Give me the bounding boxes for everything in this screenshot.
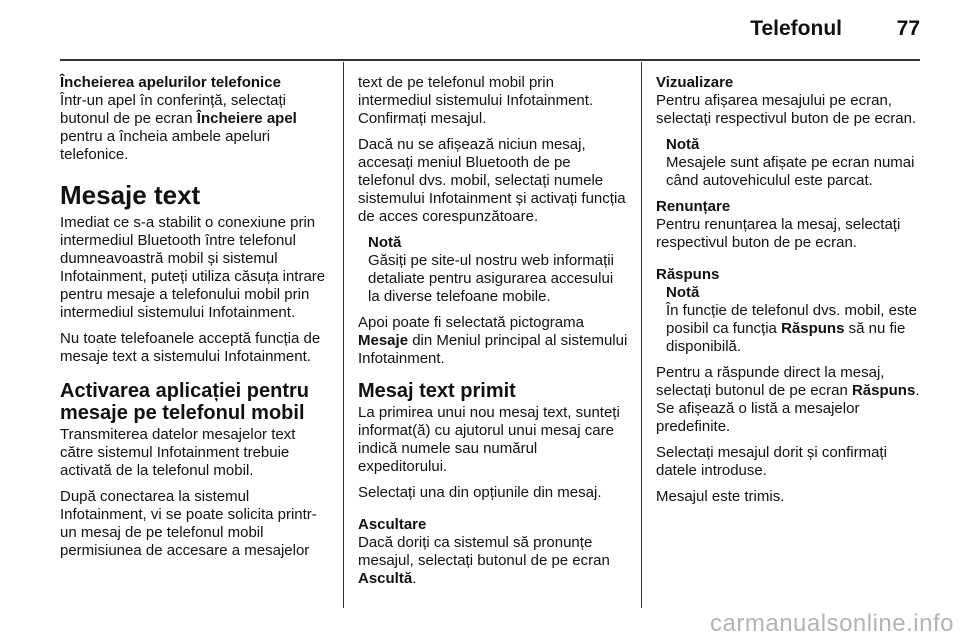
paragraph-no-message: Dacă nu se afișează niciun mesaj, accesați meniul Bluetooth de pe telefonul dvs. mobil, selectați numele sistemului Infotainment și activați funcția de acces corespunzătoare.: [358, 136, 626, 225]
column-1: [60, 74, 330, 568]
paragraph-listen: Dacă doriți ca sistemul să pronunțe mesajul, selectați butonul de pe ecran Ascultă.: [358, 534, 610, 587]
paragraph-cancel: Pentru renunțarea la mesaj, selectați respectivul buton de pe ecran.: [656, 216, 901, 251]
page-number: 77: [896, 17, 920, 40]
note-parked: [666, 136, 926, 190]
heading-text-messages: Mesaje text: [60, 180, 201, 210]
heading-activate-app: Activarea aplicației pentru mesaje pe telefonul mobil: [60, 380, 309, 424]
column-2: [358, 74, 628, 596]
note-label: Notă: [666, 136, 700, 153]
paragraph-end-calls: Într-un apel în conferință, selectați butonul de pe ecran Încheiere apel pentru a încheia ambele apeluri telefonice.: [60, 92, 297, 163]
column-divider-1: [343, 62, 344, 608]
paragraph-reply: Pentru a răspunde direct la mesaj, selectați butonul de pe ecran Răspuns. Se afișează o listă a mesajelor predefinite.: [656, 364, 920, 435]
paragraph-sms-support: Nu toate telefoanele acceptă funcția de mesaje text a sistemului Infotainment.: [60, 330, 321, 365]
paragraph-sms-intro: Imediat ce s-a stabilit o conexiune prin intermediul Bluetooth între telefonul dumneavoastră mobil și sistemul Infotainment, puteți utiliza căsuța intrare pentru mesaje a telefonului mobil prin intermediul sistemului Infotainment.: [60, 214, 326, 321]
column-3: [656, 74, 926, 514]
header-rule: [60, 59, 920, 61]
note-website: [368, 234, 628, 306]
paragraph-confirm: Selectați mesajul dorit și confirmați datele introduse.: [656, 444, 887, 479]
column-divider-2: [641, 62, 642, 608]
paragraph-continued: text de pe telefonul mobil prin intermediul sistemului Infotainment. Confirmați mesajul.: [358, 74, 594, 127]
paragraph-icon: Apoi poate fi selectată pictograma Mesaje din Meniul principal al sistemului Infotainment.: [358, 314, 628, 367]
heading-end-calls: Încheierea apelurilor telefonice: [60, 74, 281, 91]
heading-listen: Ascultare: [358, 516, 427, 533]
heading-received-message: Mesaj text primit: [358, 380, 516, 402]
note-text: Găsiți pe site-ul nostru web informații detaliate pentru asigurarea accesului la diverse telefoane mobile.: [368, 252, 614, 305]
heading-cancel: Renunțare: [656, 198, 731, 215]
paragraph-received: La primirea unui nou mesaj text, sunteți informat(ă) cu ajutorul unui mesaj care indică numele sau numărul expeditorului.: [358, 404, 620, 475]
note-text: Mesajele sunt afișate pe ecran numai când autovehiculul este parcat.: [666, 154, 915, 189]
note-label: Notă: [368, 234, 402, 251]
paragraph-sent: Mesajul este trimis.: [656, 488, 785, 505]
paragraph-view: Pentru afișarea mesajului pe ecran, selectați respectivul buton de pe ecran.: [656, 92, 917, 127]
heading-view: Vizualizare: [656, 74, 734, 91]
note-reply: [666, 284, 926, 356]
heading-reply: Răspuns: [656, 266, 720, 283]
note-label: Notă: [666, 284, 700, 301]
watermark: carmanualsonline.info: [710, 610, 954, 637]
running-header-title: Telefonul: [750, 17, 842, 40]
note-text: În funcție de telefonul dvs. mobil, este posibil ca funcția Răspuns să nu fie disponibilă.: [666, 302, 917, 355]
paragraph-activate-2: După conectarea la sistemul Infotainment, vi se poate solicita printr-un mesaj de pe telefonul mobil permisiunea de accesare a mesajelor: [60, 488, 317, 559]
paragraph-activate-1: Transmiterea datelor mesajelor text către sistemul Infotainment trebuie activată de la telefonul mobil.: [60, 426, 296, 479]
paragraph-select-option: Selectați una din opțiunile din mesaj.: [358, 484, 602, 501]
